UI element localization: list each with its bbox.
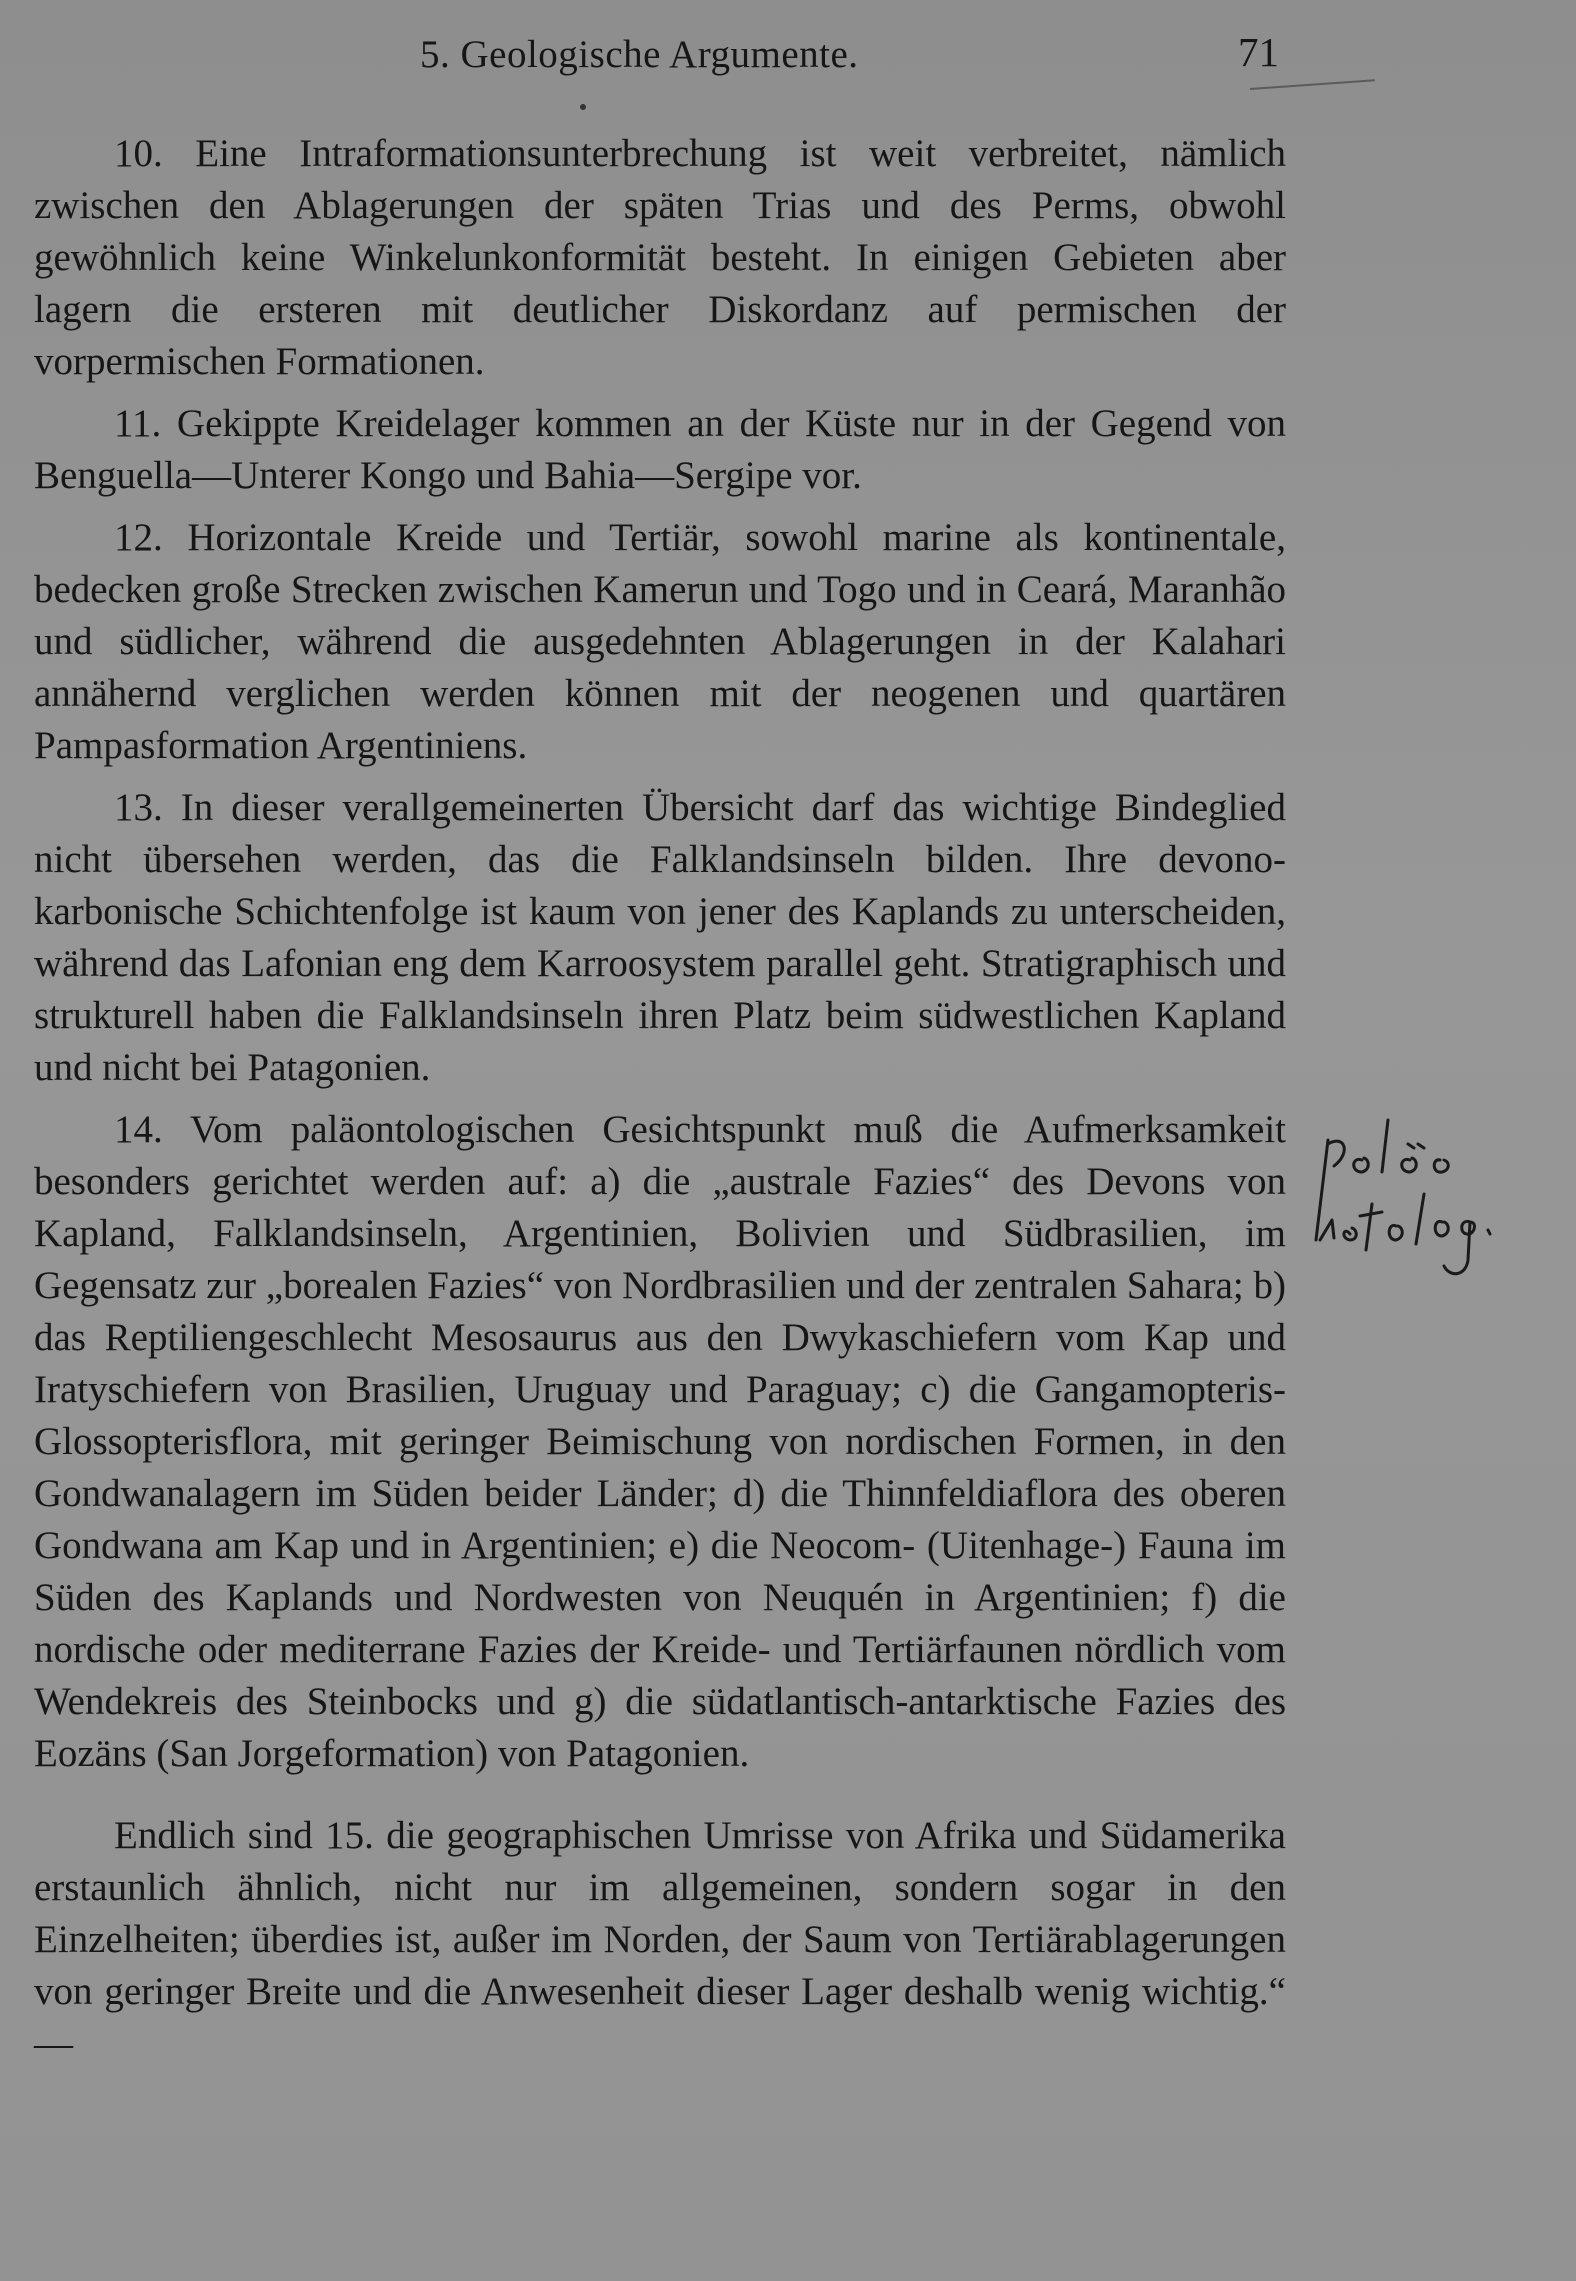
paragraph-10: 10. Eine Intraformationsunterbrechung ist weit verbreitet, nämlich zwischen den Ablagerungen der späten Trias und des Perms, obwohl gewöhnlich keine Winkelunkonformität besteht. In einigen Gebieten aber lagern die ersteren mit deutlicher Diskordanz auf permischen der vorpermischen Formationen. (34, 132, 1286, 383)
paragraph-13: 13. In dieser verallgemeinerten Übersicht darf das wichtige Bindeglied nicht übersehen werden, das die Falklandsinseln bilden. Ihre devono-karbonische Schichtenfolge ist kaum von jener des Kaplands zu unterscheiden, während das Lafonian eng dem Karroosystem parallel geht. Stratigraphisch und strukturell haben die Falklandsinseln ihren Platz beim südwestlichen Kapland und nicht bei Patagonien. (34, 786, 1286, 1089)
paragraph-15: Endlich sind 15. die geographischen Umrisse von Afrika und Südamerika erstaunlich ähnlich, nicht nur im allgemeinen, sondern sogar in den Einzelheiten; überdies ist, außer im Norden, der Saum von Tertiärablagerungen von geringer Breite und die Anwesenheit dieser Lager deshalb wenig wichtig.“ — (34, 1814, 1286, 2065)
paragraph-12: 12. Horizontale Kreide und Tertiär, sowohl marine als kontinentale, bedecken große Strecken zwischen Kamerun und Togo und in Ceará, Maranhão und südlicher, während die ausgedehnten Ablagerungen in der Kalahari annähernd verglichen werden können mit der neogenen und quartären Pampasformation Argentiniens. (34, 516, 1286, 767)
handwriting-scribble (1300, 1100, 1576, 1330)
handwritten-margin-note (1300, 1100, 1576, 1330)
paragraph-14: 14. Vom paläontologischen Gesichtspunkt muß die Aufmerksamkeit besonders gerichtet werden auf: a) die „australe Fazies“ des Devons von Kapland, Falklandsinseln, Argentinien, Bolivien und Südbrasilien, im Gegensatz zur „borealen Fazies“ von Nordbrasilien und der zentralen Sahara; b) das Reptiliengeschlecht Mesosaurus aus den Dwykaschiefern vom Kap und Iratyschiefern von Brasilien, Uruguay und Paraguay; c) die Gangamopteris-Glossopterisflora, mit geringer Beimischung von nordischen Formen, in den Gondwanalagern im Süden beider Länder; d) die Thinnfeldiaflora des oberen Gondwana am Kap und in Argentinien; e) die Neocom- (Uitenhage-) Fauna im Süden des Kaplands und Nordwesten von Neuquén in Argentinien; f) die nordische oder mediterrane Fazies der Kreide- und Tertiärfaunen nördlich vom Wendekreis des Steinbocks und g) die südatlantisch-antarktische Fazies des Eozäns (San Jorgeformation) von Patagonien. (34, 1108, 1286, 1775)
pencil-rule (1250, 79, 1375, 90)
chapter-heading: 5. Geologische Argumente. (420, 33, 859, 76)
ink-dot (580, 104, 586, 110)
body-text (34, 128, 1286, 2070)
paragraph-11: 11. Gekippte Kreidelager kommen an der Küste nur in der Gegend von Benguella—Unterer Kongo und Bahia—Sergipe vor. (34, 402, 1286, 497)
running-head (0, 28, 1576, 78)
page-number: 71 (1238, 29, 1279, 75)
